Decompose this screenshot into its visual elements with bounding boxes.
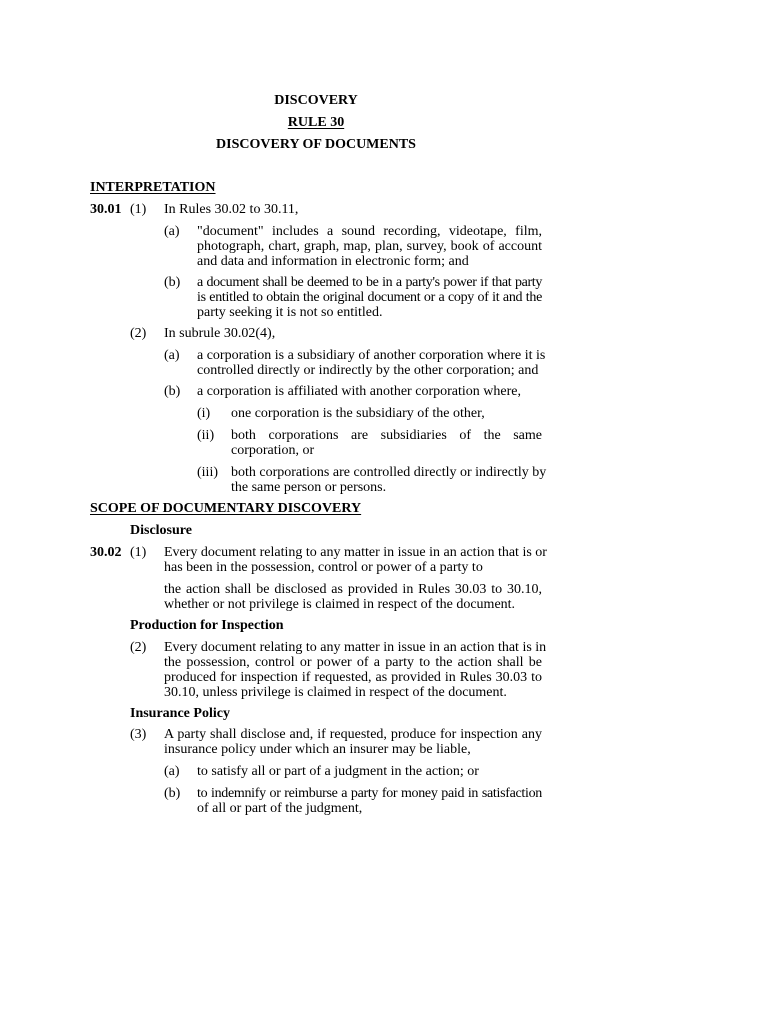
text-line: produced for inspection if requested, as provided in Rules 30.03 to xyxy=(164,670,542,685)
text-line: the action shall be disclosed as provided in Rules 30.03 to 30.10, xyxy=(164,582,542,597)
text-line: Every document relating to any matter in issue in an action that is in xyxy=(164,640,547,655)
subrule-text: In subrule 30.02(4), xyxy=(164,326,276,341)
clause-text xyxy=(197,224,542,269)
text-line: both corporations are subsidiaries of the same xyxy=(231,428,542,443)
clause-label: (b) xyxy=(164,384,181,399)
subheading-insurance: Insurance Policy xyxy=(130,706,230,721)
subclause-label: (iii) xyxy=(197,465,218,480)
text-line: corporation, or xyxy=(231,443,315,458)
text-line: controlled directly or indirectly by the other corporation; and xyxy=(197,363,539,378)
subrule-continuation xyxy=(164,582,542,612)
text-line: a document shall be deemed to be in a party's power if that party xyxy=(197,275,542,290)
subrule-label: (1) xyxy=(130,545,147,560)
subrule-label: (2) xyxy=(130,640,147,655)
clause-text xyxy=(197,786,542,816)
clause-text: to satisfy all or part of a judgment in the action; or xyxy=(197,764,479,779)
text-line: 30.10, unless privilege is claimed in respect of the document. xyxy=(164,685,507,700)
section-heading-interpretation: INTERPRETATION xyxy=(90,180,216,195)
subclause-text xyxy=(231,428,542,458)
clause-label: (a) xyxy=(164,348,180,363)
text-line: and data and information in electronic form; and xyxy=(197,254,469,269)
subrule-text: In Rules 30.02 to 30.11, xyxy=(164,202,299,217)
clause-label: (a) xyxy=(164,764,180,779)
text-line: has been in the possession, control or power of a party to xyxy=(164,560,483,575)
rule-number-3002: 30.02 xyxy=(90,545,122,560)
text-line: is entitled to obtain the original document or a copy of it and the xyxy=(197,290,542,305)
subrule-label: (2) xyxy=(130,326,147,341)
subrule-text xyxy=(164,640,547,700)
rule-title: DISCOVERY OF DOCUMENTS xyxy=(216,137,416,152)
clause-label: (b) xyxy=(164,275,181,290)
text-line: to indemnify or reimburse a party for money paid in satisfaction xyxy=(197,786,542,801)
clause-text xyxy=(197,275,542,320)
subclause-label: (ii) xyxy=(197,428,215,443)
text-line: party seeking it is not so entitled. xyxy=(197,305,383,320)
rule-number-3001: 30.01 xyxy=(90,202,122,217)
clause-label: (a) xyxy=(164,224,180,239)
text-line: a corporation is a subsidiary of another corporation where it is xyxy=(197,348,546,363)
subheading-production: Production for Inspection xyxy=(130,618,284,633)
text-line: whether or not privilege is claimed in respect of the document. xyxy=(164,597,516,612)
text-line: insurance policy under which an insurer may be liable, xyxy=(164,742,471,757)
subclause-text xyxy=(231,465,547,495)
subrule-text xyxy=(164,727,542,757)
subclause-text: one corporation is the subsidiary of the other, xyxy=(231,406,485,421)
subrule-label: (3) xyxy=(130,727,147,742)
text-line: "document" includes a sound recording, videotape, film, xyxy=(197,224,542,239)
text-line: A party shall disclose and, if requested, produce for inspection any xyxy=(164,727,542,742)
section-heading-scope: SCOPE OF DOCUMENTARY DISCOVERY xyxy=(90,501,362,516)
clause-text: a corporation is affiliated with another corporation where, xyxy=(197,384,521,399)
subrule-label: (1) xyxy=(130,202,147,217)
clause-label: (b) xyxy=(164,786,181,801)
clause-text xyxy=(197,348,546,378)
text-line: Every document relating to any matter in issue in an action that is or xyxy=(164,545,547,560)
rule-heading: RULE 30 xyxy=(287,115,345,130)
text-line: the same person or persons. xyxy=(231,480,387,495)
subheading-disclosure: Disclosure xyxy=(130,523,192,538)
part-heading: DISCOVERY xyxy=(274,93,358,108)
text-line: both corporations are controlled directly or indirectly by xyxy=(231,465,547,480)
text-line: of all or part of the judgment, xyxy=(197,801,363,816)
text-line: photograph, chart, graph, map, plan, survey, book of account xyxy=(197,239,542,254)
subclause-label: (i) xyxy=(197,406,211,421)
text-line: the possession, control or power of a party to the action shall be xyxy=(164,655,542,670)
subrule-text xyxy=(164,545,547,575)
